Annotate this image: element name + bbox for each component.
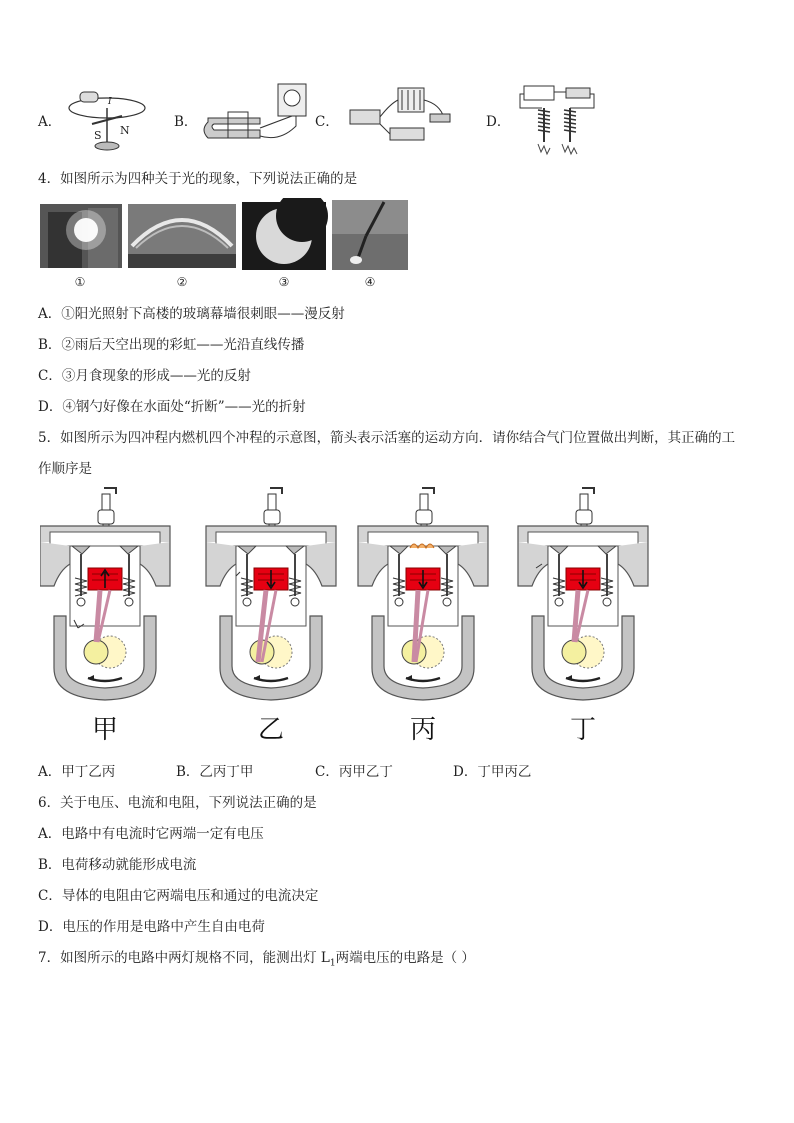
q4-photo-rainbow [128, 204, 236, 268]
q4-option-c: C．③月食现象的形成——光的反射 [38, 368, 251, 384]
engine-yi [206, 488, 336, 745]
q4-photo-eclipse [242, 198, 328, 270]
q5-option-d: D．丁甲丙乙 [453, 764, 532, 780]
q4-photo-spoon [332, 200, 408, 270]
engine-jia [40, 488, 170, 745]
q5-stem-line1: 5．如图所示为四冲程内燃机四个冲程的示意图，箭头表示活塞的运动方向．请你结合气门位置做出判断，其正确的工 [38, 430, 736, 446]
q4-photo-label-1: ① [74, 275, 86, 289]
q4-option-d: D．④钢勺好像在水面处“折断”——光的折射 [38, 399, 306, 415]
q3-option-a-label: A． [38, 114, 62, 130]
q3-current-label: I [108, 97, 112, 107]
q3-s-pole-label: S [94, 129, 102, 142]
q6-option-c: C．导体的电阻由它两端电压和通过的电流决定 [38, 888, 319, 904]
q4-option-a: A．①阳光照射下高楼的玻璃幕墙很刺眼——漫反射 [38, 306, 345, 322]
q4-stem: 4．如图所示为四种关于光的现象，下列说法正确的是 [38, 171, 358, 187]
engine-label-bing: 丙 [409, 715, 437, 745]
engine-label-jia: 甲 [91, 715, 119, 745]
q7-l1-subscript: 1 [329, 958, 336, 969]
q7-stem [38, 946, 475, 969]
q5-option-a: A．甲丁乙丙 [38, 764, 116, 780]
q3-figure-d-electromagnets [518, 82, 598, 158]
q3-option-b-label: B． [174, 114, 198, 130]
engine-label-ding: 丁 [569, 715, 597, 745]
engine-bing [358, 488, 488, 745]
q5-option-b: B．乙丙丁甲 [176, 764, 254, 780]
q3-option-d-label: D． [486, 114, 511, 130]
q6-option-a: A．电路中有电流时它两端一定有电压 [38, 826, 264, 842]
q7-stem-after: 两端电压的电路是（ ） [335, 950, 475, 966]
q3-figure-c-motor-circuit [340, 84, 455, 149]
engine-ding [518, 488, 648, 745]
q6-option-b: B．电荷移动就能形成电流 [38, 857, 197, 873]
q3-figure-b-magnet-coil [200, 82, 310, 152]
q3-option-c-label: C． [315, 114, 339, 130]
q5-engine-strokes-figure [40, 486, 660, 748]
q4-photo-label-4: ④ [364, 275, 376, 289]
q6-stem: 6．关于电压、电流和电阻，下列说法正确的是 [38, 795, 317, 811]
q4-photo-building-glare [40, 204, 122, 268]
q4-option-b: B．②雨后天空出现的彩虹——光沿直线传播 [38, 337, 305, 353]
q5-option-c: C．丙甲乙丁 [315, 764, 393, 780]
q4-photo-label-3: ③ [278, 275, 290, 289]
q7-stem-before: 7．如图所示的电路中两灯规格不同，能测出灯 L [38, 950, 330, 966]
q4-photo-strip [40, 198, 412, 290]
q6-option-d: D．电压的作用是电路中产生自由电荷 [38, 919, 265, 935]
q5-stem-line2: 作顺序是 [38, 461, 92, 477]
q3-figure-a-compass-wire [62, 84, 152, 154]
q4-photo-label-2: ② [176, 275, 188, 289]
q3-n-pole-label: N [120, 124, 130, 137]
engine-label-yi: 乙 [257, 715, 285, 745]
